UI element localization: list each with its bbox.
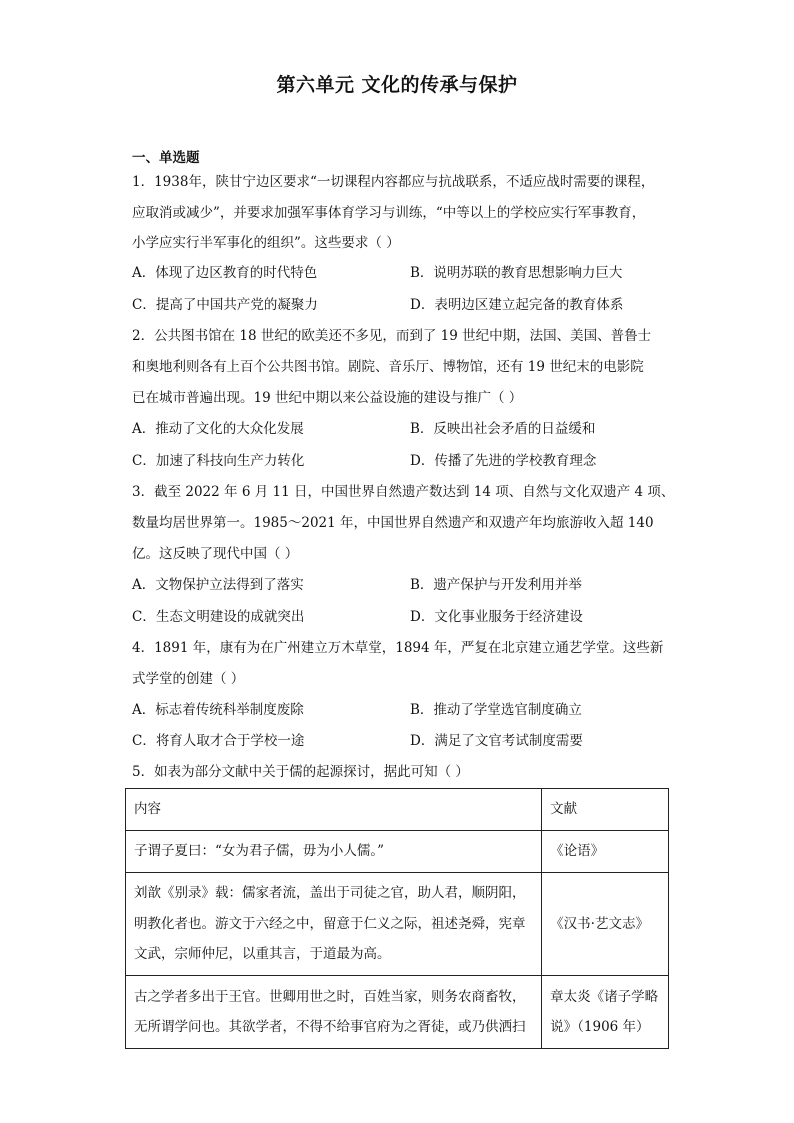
q1-stem-line: 小学应实行半军事化的组织”。这些要求（ ） bbox=[132, 235, 400, 251]
row-source bbox=[542, 831, 669, 873]
row-content-line: 文武，宗师仲尼，以重其言，于道最为高。 bbox=[134, 946, 391, 963]
table-row bbox=[126, 976, 669, 1049]
row-content-line: 古之学者多出于王官。世卿用世之时，百姓当家，则务农商畜牧， bbox=[134, 988, 526, 1005]
row-source-line: 说》（1906 年） bbox=[550, 1019, 650, 1035]
q2-stem-line: 和奥地利则各有上百个公共图书馆。剧院、音乐厅、博物馆，还有 19 世纪末的电影院 bbox=[132, 359, 644, 375]
header-content: 内容 bbox=[126, 789, 542, 831]
q3-stem-line: 3．截至 2022 年 6 月 11 日，中国世界自然遗产数达到 14 项、自然与文化双遗产 4 项、 bbox=[132, 484, 675, 500]
q2-option-c[interactable]: C．加速了科技向生产力转化 bbox=[132, 453, 305, 469]
q2-stem-line: 2．公共图书馆在 18 世纪的欧美还不多见，而到了 19 世纪中期，法国、美国、普鲁士 bbox=[132, 328, 652, 344]
q1-option-c[interactable]: C．提高了中国共产党的凝聚力 bbox=[132, 297, 318, 313]
q3-option-d[interactable]: D．文化事业服务于经济建设 bbox=[410, 609, 583, 625]
q4-stem-line: 4．1891 年，康有为在广州建立万木草堂，1894 年，严复在北京建立通艺学堂。这些新 bbox=[132, 640, 664, 656]
row-source-line: 章太炎《诸子学略 bbox=[550, 988, 659, 1005]
row-content-line: 无所谓学问也。其欲学者，不得不给事官府为之胥徒，或乃供洒扫 bbox=[134, 1019, 526, 1035]
row-source bbox=[542, 873, 669, 976]
row-content-line: 刘歆《别录》载：儒家者流，盖出于司徒之官，助人君，顺阴阳， bbox=[134, 885, 526, 902]
table-header-row bbox=[126, 789, 669, 831]
q1-option-a[interactable]: A．体现了边区教育的时代特色 bbox=[132, 265, 318, 281]
row-content-line: 子谓子夏曰：“女为君子儒，毋为小人儒。” bbox=[134, 843, 385, 860]
q2-option-b[interactable]: B．反映出社会矛盾的日益缓和 bbox=[410, 421, 596, 437]
q1-stem-line: 1．1938年，陕甘宁边区要求“一切课程内容都应与抗战联系，不适应战时需要的课程， bbox=[132, 174, 655, 190]
q5-stem: 5．如表为部分文献中关于儒的起源探讨，据此可知（ ） bbox=[132, 764, 469, 780]
source-table bbox=[125, 788, 669, 1049]
row-source-line: 《汉书·艺文志》 bbox=[550, 915, 649, 932]
q3-stem-line: 数量均居世界第一。1985～2021 年，中国世界自然遗产和双遗产年均旅游收入超 140 bbox=[132, 515, 654, 531]
q1-option-b[interactable]: B．说明苏联的教育思想影响力巨大 bbox=[410, 265, 623, 281]
q3-option-c[interactable]: C．生态文明建设的成就突出 bbox=[132, 609, 305, 625]
q4-option-a[interactable]: A．标志着传统科举制度废除 bbox=[132, 702, 304, 718]
q3-option-a[interactable]: A．文物保护立法得到了落实 bbox=[132, 577, 304, 593]
q4-option-b[interactable]: B．推动了学堂选官制度确立 bbox=[410, 702, 582, 718]
header-source: 文献 bbox=[542, 789, 669, 831]
row-content-line: 明教化者也。游文于六经之中，留意于仁义之际，祖述尧舜，宪章 bbox=[134, 915, 526, 932]
q1-stem-line: 应取消或减少”，并要求加强军事体育学习与训练，“中等以上的学校应实行军事教育， bbox=[132, 205, 646, 221]
q3-stem-line: 亿。这反映了现代中国（ ） bbox=[132, 546, 299, 562]
row-content bbox=[126, 976, 542, 1049]
q2-option-d[interactable]: D．传播了先进的学校教育理念 bbox=[410, 453, 597, 469]
row-source bbox=[542, 976, 669, 1049]
page-title: 第六单元 文化的传承与保护 bbox=[276, 74, 518, 96]
q3-option-b[interactable]: B．遗产保护与开发利用并举 bbox=[410, 577, 582, 593]
q4-option-c[interactable]: C．将育人取才合于学校一途 bbox=[132, 733, 305, 749]
table-row bbox=[126, 873, 669, 976]
table-row bbox=[126, 831, 669, 873]
row-content bbox=[126, 873, 542, 976]
row-source-line: 《论语》 bbox=[550, 843, 605, 860]
q2-option-a[interactable]: A．推动了文化的大众化发展 bbox=[132, 421, 304, 437]
q1-option-d[interactable]: D．表明边区建立起完备的教育体系 bbox=[410, 297, 624, 313]
row-content bbox=[126, 831, 542, 873]
q2-stem-line: 已在城市普遍出现。19 世纪中期以来公益设施的建设与推广（ ） bbox=[132, 390, 523, 406]
section-heading: 一、单选题 bbox=[132, 150, 200, 166]
q4-stem-line: 式学堂的创建（ ） bbox=[132, 671, 245, 687]
q4-option-d[interactable]: D．满足了文官考试制度需要 bbox=[410, 733, 583, 749]
